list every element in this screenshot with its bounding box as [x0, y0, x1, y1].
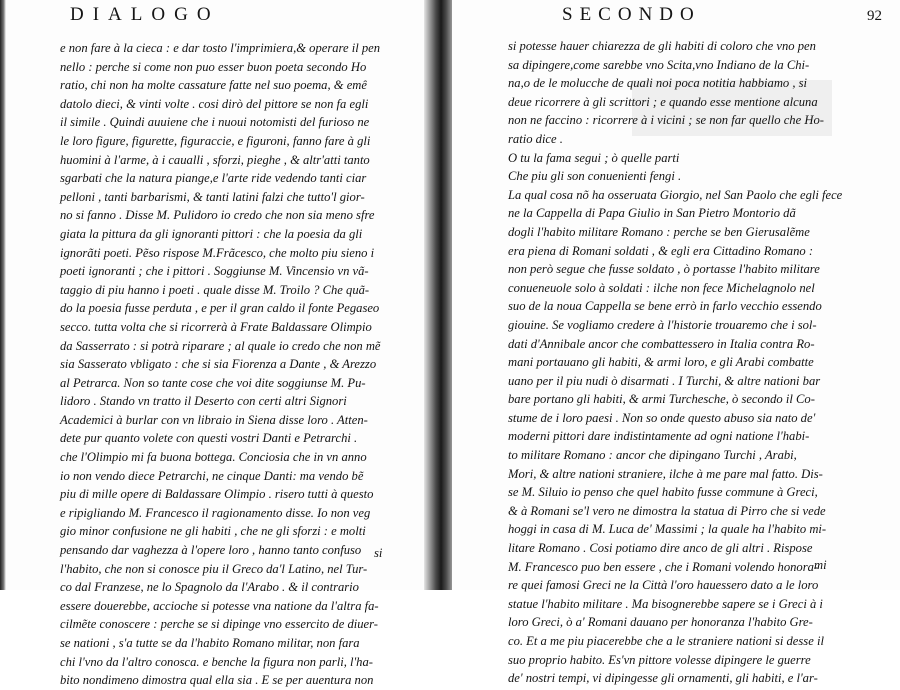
text-line: e ripigliando M. Francesco il ragionamento disse. Io non veg	[60, 505, 371, 520]
text-line: stume de i loro paesi . Non so onde questo abuso sia nato de'	[508, 410, 816, 425]
text-line: bito nondimeno dimostra qual ella sia . E se per auentura non	[60, 673, 374, 688]
text-line: ratio dice .	[508, 131, 563, 146]
text-line: La qual cosa nõ ha osseruata Giorgio, nel San Paolo che egli fece	[508, 187, 843, 202]
text-line: giouine. Se vogliamo credere à l'historie trouaremo che i sol-	[508, 317, 817, 332]
text-line: Academici à burlar con vn libraio in Siena disse loro . Atten-	[60, 412, 368, 427]
text-line: na,o de le molucche de quali noi poca notitia habbiamo , si	[508, 76, 808, 91]
catchword-left: si	[374, 546, 383, 560]
text-line: giata la pittura da gli ignoranti pittori : che la poesia da gli	[60, 226, 363, 241]
text-line: litare Romano . Cosi potiamo dire anco de gli altri . Rispose	[508, 541, 813, 556]
text-line: ignorãti poeti. Pẽso rispose M.Frãcesco, che molto piu sieno i	[60, 245, 375, 260]
text-line: piu di mille opere di Baldassare Olimpio . risero tutti à questo	[60, 487, 374, 502]
text-line: deue ricorrere à gli scrittori ; e quando esse mentione alcuna	[508, 94, 818, 109]
text-line: gio minor confusione ne gli habiti , che ne gli sforzi : e molti	[60, 524, 366, 539]
text-line: moderni pittori dare indistintamente ad ogni natione l'habi-	[508, 429, 810, 444]
text-line: dogli l'habito militare Romano : perche se ben Gierusalẽme	[508, 224, 810, 239]
text-line: Mori, & altre nationi straniere, ilche à me pare mal fatto. Dis-	[508, 466, 823, 481]
text-line: pelloni , tanti barbarismi, & tanti latini falzi che tutto'l gior-	[60, 189, 365, 204]
text-line: lidoro . Stando vn tratto il Deserto con certi altri Signori	[60, 394, 347, 409]
text-line: no si fanno . Disse M. Pulidoro io credo che non sia meno sfre	[60, 208, 375, 223]
text-line: bare portano gli habiti, & armi Turchesche, ò secondo il Co-	[508, 392, 815, 407]
text-line: suo proprio habito. Es'vn pittore volesse dipingere le guerre	[508, 652, 811, 667]
text-line: al Petrarca. Non so tante cose che voi dite soggiunse M. Pu-	[60, 375, 366, 390]
text-line: dati d'Annibale ancor che combattessero in Italia contra Ro-	[508, 336, 815, 351]
text-line: taggio di piu hanno i poeti . quale disse M. Troilo ? Che quã-	[60, 282, 370, 297]
text-line: loro Greci, ò a' Romani dauano per honoranza l'habito Gre-	[508, 615, 813, 630]
right-page-header	[562, 4, 882, 26]
text-line: dete pur quanto volete con questi vostri Danti e Petrarchi .	[60, 431, 358, 446]
text-line: secco. tutta volta che si ricorrerà à Frate Baldassare Olimpio	[60, 319, 372, 334]
text-line: chi l'vno da l'altro conosca. e benche la figura non parli, l'ha-	[60, 654, 373, 669]
text-line: poeti ignoranti ; che i pittori . Soggiunse M. Vincensio vn vã-	[60, 264, 369, 279]
text-line: era piena di Romani soldati , & egli era Cittadino Romano :	[508, 243, 814, 258]
text-line: l'habito, che non si conosce piu il Greco da'l Latino, nel Tur-	[60, 561, 368, 576]
text-line: se M. Siluio io penso che quel habito fusse commune à Greci,	[508, 485, 818, 500]
text-line: suo de la noua Cappella se bene errò in farlo vecchio essendo	[508, 299, 822, 314]
text-line: to militare Romano : ancor che dipingano Turchi , Arabi,	[508, 448, 797, 463]
text-line: co dal Franzese, ne lo Spagnolo da l'Arabo . & il contrario	[60, 580, 359, 595]
text-line: M. Francesco puo ben essere , che i Romani volendo honora-	[508, 559, 819, 574]
text-line: huomini à l'arme, à i caualli , sforzi, pieghe , & altr'atti tanto	[60, 152, 370, 167]
text-line: ne la Cappella di Papa Giulio in San Pietro Montorio dã	[508, 206, 796, 221]
text-line: che l'Olimpio mi fa buona bottega. Conciosia che in vn anno	[60, 450, 367, 465]
text-line: conueneuole solo à soldati : ilche non fece Michelagnolo nel	[508, 280, 815, 295]
text-line: si potesse hauer chiarezza de gli habiti di coloro che vno pen	[508, 39, 816, 53]
text-line: co. Et a me piu piacerebbe che a le straniere nationi si desse il	[508, 634, 824, 648]
text-line: da Sasserrato : si potrà riparare ; al quale io credo che non mẽ	[60, 338, 381, 353]
left-page	[0, 0, 430, 688]
text-line: non ne faccino : ricorrere à i vicini ; se non far quello che Ho-	[508, 113, 824, 128]
text-line: datolo dieci, & vinti volte . cosi dirò del pittore se non fa egli	[60, 96, 369, 111]
text-line: se nationi , s'a tutte se da l'habito Romano militar, non fara	[60, 636, 360, 650]
text-line: pensando dar vaghezza à l'opere loro , hanno tanto confuso	[60, 543, 362, 558]
text-line: il simile . Quindi auuiene che i nuoui notomisti del furioso ne	[60, 115, 370, 130]
text-line: statue l'habito militare . Ma bisognerebbe sapere se i Greci à i	[508, 596, 823, 611]
text-line: sa dipingere,come sarebbe vno Scita,vno Indiano de la Chi-	[508, 57, 810, 72]
text-line: cilmẽte conoscere : perche se si dipinge vno essercito de diuer-	[60, 617, 378, 632]
text-line: de' nostri tempi, vi dipingesse gli ornamenti, gli habiti, e l'ar-	[508, 671, 818, 686]
text-line: re quei famosi Greci ne la Città l'oro hauessero dato a le loro	[508, 578, 819, 593]
verse-line: Che piu gli son conuenienti fengi .	[508, 169, 682, 184]
page-number: 92	[867, 8, 882, 24]
running-title-left: DIALOGO	[70, 4, 220, 25]
text-line: do la poesia fusse perduta , e per il gran caldo il fonte Pegaseo	[60, 301, 380, 316]
catchword-right: mi	[814, 558, 827, 572]
left-page-edge-shadow	[0, 0, 6, 590]
text-line: uano per il piu nudi ò disarmati . I Turchi, & altre nationi bar	[508, 373, 821, 388]
text-line: nello : perche si come non puo esser buon poeta secondo Ho	[60, 59, 367, 74]
text-line: le loro figure, figurette, figuraccie, e figuroni, fanno fare à gli	[60, 133, 371, 148]
text-line: hoggi in casa di M. Luca de' Massimi ; la quale ha l'habito mi-	[508, 522, 827, 537]
text-line: ratio, chi non ha molte cassature fatte nel suo poema, & emê	[60, 78, 367, 93]
text-line: sgarbati che la natura piange,e l'arte ride vedendo tanti ciar	[60, 171, 367, 186]
text-line: essere douerebbe, accioche si potesse vna natione da l'altra fa-	[60, 598, 379, 613]
running-title-right: SECONDO	[562, 4, 701, 25]
left-page-text	[60, 39, 390, 690]
left-page-header	[70, 4, 400, 26]
text-line: io non vendo diece Petrarchi, ne cinque Danti: ma vendo bẽ	[60, 468, 364, 483]
right-page-text	[508, 37, 843, 688]
text-line: e non fare à la cieca : e dar tosto l'imprimiera,& operare il pen	[60, 41, 381, 55]
right-page	[452, 0, 900, 686]
verse-line: O tu la fama segui ; ò quelle parti	[508, 150, 680, 165]
text-line: sia Sasserato vbligato : che si sia Fiorenza a Dante , & Arezzo	[60, 357, 377, 372]
text-line: non però segue che fusse soldato , ò portasse l'habito militare	[508, 262, 820, 277]
text-line: & à Romani se'l vero ne dimostra la statua di Pirro che si vede	[508, 503, 826, 518]
text-line: mani portauano gli habiti, & armi loro, e gli Arabi combatte	[508, 355, 814, 370]
